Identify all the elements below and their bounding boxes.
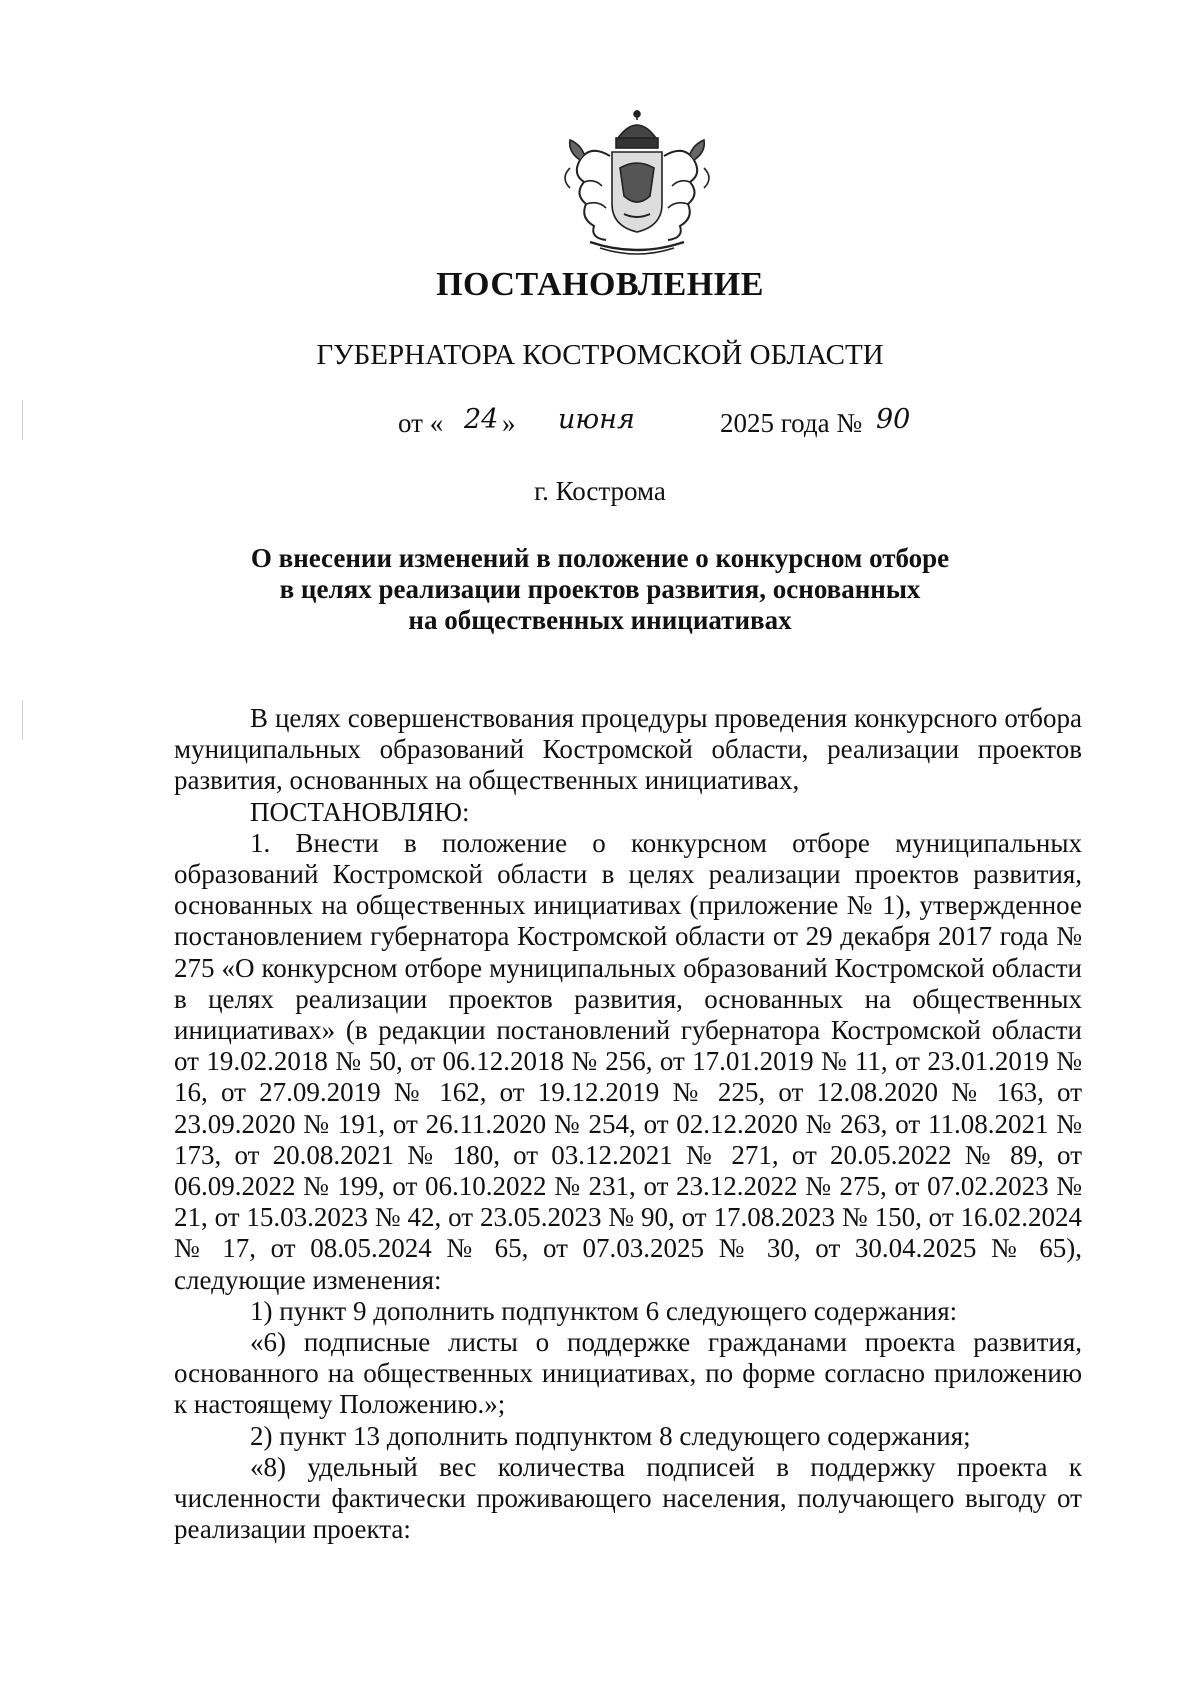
scan-artifact <box>22 700 23 740</box>
subject-line: О внесении изменений в положение о конкурсном отборе <box>250 543 950 573</box>
subitem-1-heading: 1) пункт 9 дополнить подпунктом 6 следующего содержания: <box>250 1295 958 1326</box>
document-number-handwritten: 90 <box>876 404 911 435</box>
date-prefix: от « <box>398 408 444 438</box>
subitem-2-heading: 2) пункт 13 дополнить подпунктом 8 следующего содержания; <box>250 1420 971 1451</box>
date-year-text: 2025 года № <box>720 408 863 438</box>
subject-line: в целях реализации проектов развития, основанных <box>279 574 921 604</box>
item-1-paragraph: 1. Внести в положение о конкурсном отборе муниципальных образований Костромской области в целях реализации проектов развития, основанных на общественных инициативах (приложение № 1), утвержденное постановлением губернатора Костромской области от 29 декабря 2017 года № 275 «О конкурсном отборе муниципальных образований Костромской области в целях реализации проектов развития, основанных на общественных инициативах» (в редакции постановлений губернатора Костромской области от 19.02.2018 № 50, от 06.12.2018 № 256, от 17.01.2019 № 11, от 23.01.2019 № 16, от 27.09.2019 № 162, от 19.12.2019 № 225, от 12.08.2020 № 163, от 23.09.2020 № 191, от 26.11.2020 № 254, от 02.12.2020 № 263, от 11.08.2021 № 173, от 20.08.2021 № 180, от 03.12.2021 № 271, от 20.05.2022 № 89, от 06.09.2022 № 199, от 06.10.2022 № 231, от 23.12.2022 № 275, от 07.02.2023 № 21, от 15.03.2023 № 42, от 23.05.2023 № 90, от 17.08.2023 № 150, от 16.02.2024 № 17, от 08.05.2024 № 65, от 07.03.2025 № 30, от 30.04.2025 № 65), следующие изменения: <box>174 827 1082 1295</box>
decree-word: ПОСТАНОВЛЯЮ: <box>250 796 470 827</box>
subject-line: на общественных инициативах <box>408 605 792 635</box>
date-month-handwritten: июня <box>558 404 635 435</box>
kostroma-coat-of-arms-icon <box>550 108 724 260</box>
document-body <box>174 703 1082 1545</box>
issuer-line: ГУБЕРНАТОРА КОСТРОМСКОЙ ОБЛАСТИ <box>316 339 884 371</box>
date-day-close: » <box>502 408 516 438</box>
date-day-handwritten: 24 <box>464 404 499 435</box>
subitem-1-text: «6) подписные листы о поддержке гражданами проекта развития, основанного на общественных инициативах, по форме согласно приложению к настоящему Положению.»; <box>174 1327 1082 1420</box>
subitem-2-text: «8) удельный вес количества подписей в поддержку проекта к численности фактически проживающего населения, получающего выгоду от реализации проекта: <box>174 1451 1082 1545</box>
document-title: ПОСТАНОВЛЕНИЕ <box>436 266 764 303</box>
document-subject <box>200 543 1000 636</box>
scan-artifact <box>22 400 23 440</box>
city-line: г. Кострома <box>534 476 666 506</box>
intro-paragraph: В целях совершенствования процедуры проведения конкурсного отбора муниципальных образований Костромской области, реализации проектов развития, основанных на общественных инициативах, <box>174 703 1082 796</box>
